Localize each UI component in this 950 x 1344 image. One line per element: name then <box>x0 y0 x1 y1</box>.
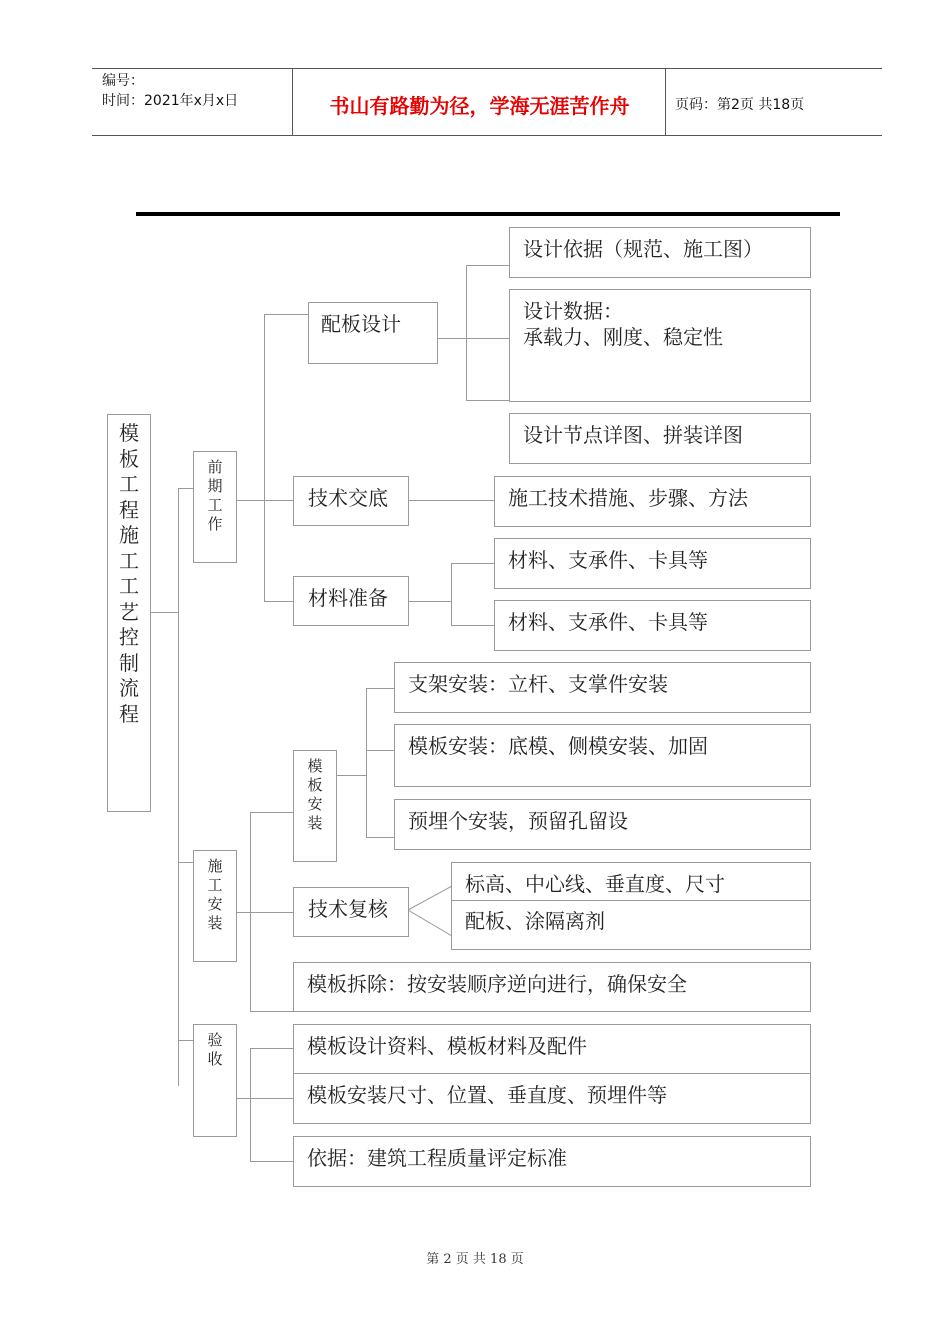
leaf-accept-3-label: 依据：建筑工程质量评定标准 <box>307 1146 567 1170</box>
leaf-materials-1-label: 材料、支承件、卡具等 <box>508 548 708 572</box>
leaf-design-basis-box <box>509 227 811 278</box>
phase-early-label: 前 期 工 作 <box>207 458 223 533</box>
leaf-check-1-label: 标高、中心线、垂直度、尺寸 <box>465 872 725 896</box>
phase-accept-box <box>193 1024 237 1137</box>
leaf-materials-1-box <box>494 538 811 589</box>
leaf-accept-1-box <box>293 1024 811 1074</box>
phase-early-box <box>193 451 237 563</box>
leaf-materials-2-box <box>494 600 811 651</box>
leaf-design-data-line2: 承载力、刚度、稳定性 <box>523 325 723 349</box>
leaf-tech-measures-label: 施工技术措施、步骤、方法 <box>508 486 748 510</box>
node-tech-brief-box <box>293 476 409 526</box>
header-bottom-border <box>92 135 882 136</box>
leaf-accept-3-box <box>293 1136 811 1187</box>
footer-page-number: 第 2 页 共 18 页 <box>426 1252 524 1267</box>
leaf-check-2-label: 配板、涂隔离剂 <box>465 909 605 933</box>
leaf-support-install-box <box>394 662 811 713</box>
root-box <box>107 414 151 812</box>
leaf-check-divider <box>452 900 810 901</box>
node-formwork-install-label: 模 板 安 装 <box>307 757 323 832</box>
leaf-accept-2-label: 模板安装尺寸、位置、垂直度、预埋件等 <box>307 1083 667 1107</box>
node-formwork-design-box <box>308 302 438 364</box>
phase-install-label: 施 工 安 装 <box>207 857 223 932</box>
leaf-design-data-line1: 设计数据： <box>523 299 623 323</box>
leaf-support-install-label: 支架安装：立杆、支掌件安装 <box>408 672 668 696</box>
node-material-prep-label: 材料准备 <box>308 586 388 610</box>
phase-install-box <box>193 850 237 962</box>
leaf-design-details-box <box>509 413 811 464</box>
root-label: 模 板 工 程 施 工 工 艺 控 制 流 程 <box>119 421 139 726</box>
header-page-label: 页码：第2页 共18页 <box>675 97 805 113</box>
header-number-label: 编号： <box>102 73 144 89</box>
leaf-design-details-label: 设计节点详图、拼装详图 <box>523 423 743 447</box>
leaf-accept-2-box <box>293 1073 811 1124</box>
node-tech-brief-label: 技术交底 <box>308 486 388 510</box>
top-rule <box>136 212 840 216</box>
header-divider <box>292 68 293 136</box>
leaf-form-install-box <box>394 724 811 787</box>
leaf-design-basis-label: 设计依据（规范、施工图） <box>523 237 763 261</box>
leaf-removal-label: 模板拆除：按安装顺序逆向进行，确保安全 <box>307 972 687 996</box>
leaf-removal-box <box>293 962 811 1012</box>
leaf-embed-install-label: 预埋个安装，预留孔留设 <box>408 809 628 833</box>
node-formwork-design-label: 配板设计 <box>321 312 401 336</box>
phase-accept-label: 验 收 <box>207 1031 223 1068</box>
leaf-form-install-label: 模板安装：底模、侧模安装、加固 <box>408 734 708 758</box>
leaf-check-box <box>451 862 811 950</box>
leaf-materials-2-label: 材料、支承件、卡具等 <box>508 610 708 634</box>
header-divider <box>665 68 666 136</box>
node-tech-check-box <box>293 887 409 937</box>
leaf-accept-1-label: 模板设计资料、模板材料及配件 <box>307 1034 587 1058</box>
header-top-border <box>92 68 882 69</box>
leaf-embed-install-box <box>394 799 811 850</box>
node-material-prep-box <box>293 576 409 626</box>
node-tech-check-label: 技术复核 <box>308 897 388 921</box>
header-time-label: 时间：2021年x月x日 <box>102 93 239 109</box>
leaf-design-data-box <box>509 289 811 402</box>
header-motto: 书山有路勤为径，学海无涯苦作舟 <box>329 94 630 118</box>
node-formwork-install-box <box>293 750 337 862</box>
leaf-tech-measures-box <box>494 476 811 527</box>
